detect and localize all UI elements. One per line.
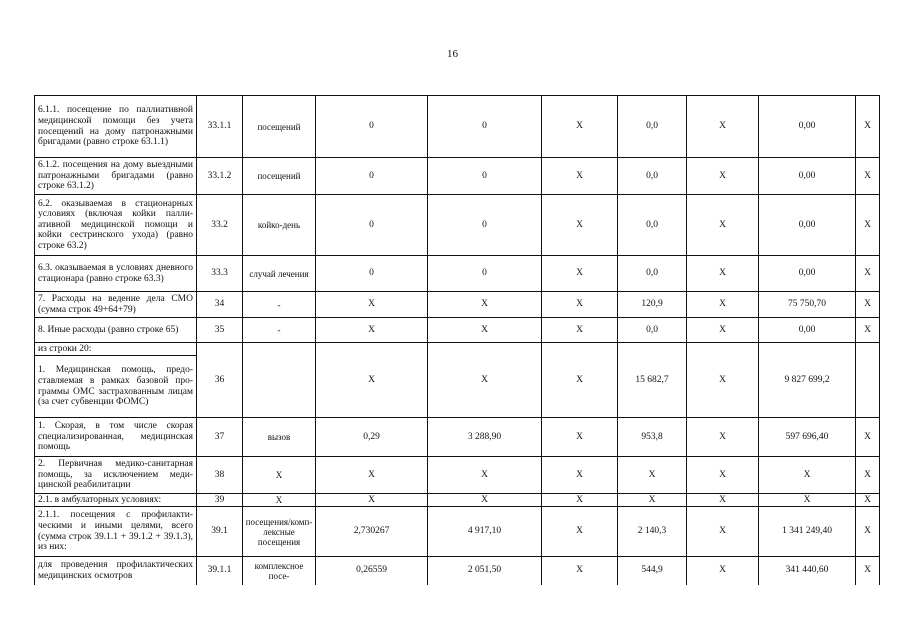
cell-value: X: [542, 494, 618, 507]
cell-value: X: [687, 507, 759, 557]
row-unit: случай лечения: [243, 256, 316, 292]
cell-value: X: [856, 292, 880, 318]
cell-value: 0,00: [759, 158, 856, 195]
cell-value: X: [856, 494, 880, 507]
cell-value: X: [542, 318, 618, 343]
row-code: 36: [197, 343, 243, 418]
cell-value: X: [687, 557, 759, 585]
cell-value: 0,29: [316, 418, 428, 457]
cell-value: X: [428, 343, 542, 418]
table-row: [35, 457, 880, 494]
cell-value: 0: [316, 195, 428, 256]
cell-value: X: [856, 457, 880, 494]
cell-value: X: [618, 494, 687, 507]
cell-value: X: [316, 318, 428, 343]
cell-value: X: [687, 292, 759, 318]
cell-value: 2 051,50: [428, 557, 542, 585]
table-row: [35, 507, 880, 557]
row-name: 6.3. оказываемая в условиях дневного стационара (равно строке 63.3): [35, 256, 197, 292]
cell-value: 0: [316, 256, 428, 292]
table-row: [35, 292, 880, 318]
cell-value: 0: [428, 96, 542, 158]
cell-value: 0: [428, 195, 542, 256]
row-unit: -: [243, 292, 316, 318]
cell-value: X: [316, 343, 428, 418]
table-row: [35, 557, 880, 585]
cell-value: 0: [428, 158, 542, 195]
row-code: 34: [197, 292, 243, 318]
cell-value: 0,26559: [316, 557, 428, 585]
table-row: [35, 494, 880, 507]
cell-value: 0,00: [759, 256, 856, 292]
row-name: для проведения профилактических медицинских осмотров: [35, 557, 197, 585]
cell-value: 2 140,3: [618, 507, 687, 557]
cell-value: 75 750,70: [759, 292, 856, 318]
cell-value: 0,0: [618, 96, 687, 158]
cell-value: X: [759, 494, 856, 507]
cell-value: X: [316, 457, 428, 494]
row-unit: X: [243, 457, 316, 494]
row-unit: посещения/комплексные посещения: [243, 507, 316, 557]
row-code: 39.1: [197, 507, 243, 557]
cell-value: [856, 343, 880, 418]
cell-value: X: [542, 457, 618, 494]
cell-value: X: [856, 256, 880, 292]
cell-value: X: [856, 318, 880, 343]
cell-value: X: [542, 195, 618, 256]
cell-value: 953,8: [618, 418, 687, 457]
cell-value: X: [542, 158, 618, 195]
row-name: 2.1. в амбулаторных условиях:: [35, 494, 197, 507]
cell-value: X: [618, 457, 687, 494]
table-row: [35, 343, 880, 356]
table-row: [35, 195, 880, 256]
cell-value: X: [542, 557, 618, 585]
cell-value: X: [428, 494, 542, 507]
cell-value: X: [316, 494, 428, 507]
cell-value: X: [856, 507, 880, 557]
cell-value: X: [428, 292, 542, 318]
financial-table: [34, 95, 880, 585]
cell-value: 0: [428, 256, 542, 292]
cell-value: X: [687, 96, 759, 158]
table-row: [35, 96, 880, 158]
row-unit: вызов: [243, 418, 316, 457]
cell-value: X: [316, 292, 428, 318]
row-code: 33.1.2: [197, 158, 243, 195]
cell-value: 4 917,10: [428, 507, 542, 557]
cell-value: X: [856, 557, 880, 585]
table-row: [35, 318, 880, 343]
cell-value: X: [759, 457, 856, 494]
cell-value: X: [856, 195, 880, 256]
row-code: 33.2: [197, 195, 243, 256]
cell-value: 0,0: [618, 318, 687, 343]
cell-value: 0,0: [618, 256, 687, 292]
row-code: 39: [197, 494, 243, 507]
table-row: [35, 158, 880, 195]
row-name: 2.1.1. посещения с профилактическими и иными целями, всего (сумма строк 39.1.1 + 39.1.2 + 39.1.3), из них:: [35, 507, 197, 557]
row-unit: -: [243, 318, 316, 343]
cell-value: X: [856, 96, 880, 158]
row-name: 6.1.2. посещения на дому выездными патронажными бригадами (равно строке 63.1.2): [35, 158, 197, 195]
table-row: [35, 418, 880, 457]
cell-value: X: [542, 507, 618, 557]
cell-value: 0,00: [759, 195, 856, 256]
cell-value: X: [542, 256, 618, 292]
row-name: 7. Расходы на ведение дела СМО (сумма строк 49+64+79): [35, 292, 197, 318]
row-unit: посещений: [243, 96, 316, 158]
cell-value: 544,9: [618, 557, 687, 585]
cell-value: X: [687, 158, 759, 195]
cell-value: X: [856, 418, 880, 457]
cell-value: 120,9: [618, 292, 687, 318]
cell-value: 0,0: [618, 158, 687, 195]
section-label: из строки 20:: [35, 343, 197, 356]
cell-value: 0,00: [759, 318, 856, 343]
cell-value: X: [687, 418, 759, 457]
table-row: [35, 256, 880, 292]
page-number: 16: [447, 48, 458, 60]
row-unit: [243, 343, 316, 418]
cell-value: X: [542, 96, 618, 158]
cell-value: 15 682,7: [618, 343, 687, 418]
row-name: 6.2. оказываемая в стационарных условиях (включая койки паллиативной медицинской помощи и койки сестринского ухода) (равно строке 63.2): [35, 195, 197, 256]
cell-value: 0,0: [618, 195, 687, 256]
cell-value: X: [687, 256, 759, 292]
cell-value: 0: [316, 158, 428, 195]
row-code: 39.1.1: [197, 557, 243, 585]
cell-value: X: [428, 318, 542, 343]
cell-value: 3 288,90: [428, 418, 542, 457]
row-name: 2. Первичная медико-санитарная помощь, за исключением медицинской реабилитации: [35, 457, 197, 494]
row-code: 35: [197, 318, 243, 343]
row-code: 38: [197, 457, 243, 494]
cell-value: 0,00: [759, 96, 856, 158]
row-unit: комплексное посе-: [243, 557, 316, 585]
cell-value: 341 440,60: [759, 557, 856, 585]
cell-value: X: [687, 343, 759, 418]
row-code: 33.3: [197, 256, 243, 292]
cell-value: X: [856, 158, 880, 195]
cell-value: X: [687, 457, 759, 494]
cell-value: X: [687, 318, 759, 343]
cell-value: X: [542, 292, 618, 318]
cell-value: 2,730267: [316, 507, 428, 557]
row-name: 1. Медицинская помощь, предоставляемая в рамках базовой программы ОМС застрахованным лицам (за счет субвенции ФОМС): [35, 356, 197, 418]
row-code: 33.1.1: [197, 96, 243, 158]
row-name: 8. Иные расходы (равно строке 65): [35, 318, 197, 343]
cell-value: X: [687, 494, 759, 507]
row-unit: койко-день: [243, 195, 316, 256]
cell-value: X: [687, 195, 759, 256]
cell-value: 9 827 699,2: [759, 343, 856, 418]
cell-value: 0: [316, 96, 428, 158]
row-unit: X: [243, 494, 316, 507]
cell-value: X: [428, 457, 542, 494]
cell-value: X: [542, 418, 618, 457]
row-name: 1. Скорая, в том числе скорая специализированная, медицинская помощь: [35, 418, 197, 457]
cell-value: X: [542, 343, 618, 418]
cell-value: 597 696,40: [759, 418, 856, 457]
row-name: 6.1.1. посещение по паллиативной медицинской помощи без учета посещений на дому патронажными бригадами (равно строке 63.1.1): [35, 96, 197, 158]
row-code: 37: [197, 418, 243, 457]
row-unit: посещений: [243, 158, 316, 195]
cell-value: 1 341 249,40: [759, 507, 856, 557]
